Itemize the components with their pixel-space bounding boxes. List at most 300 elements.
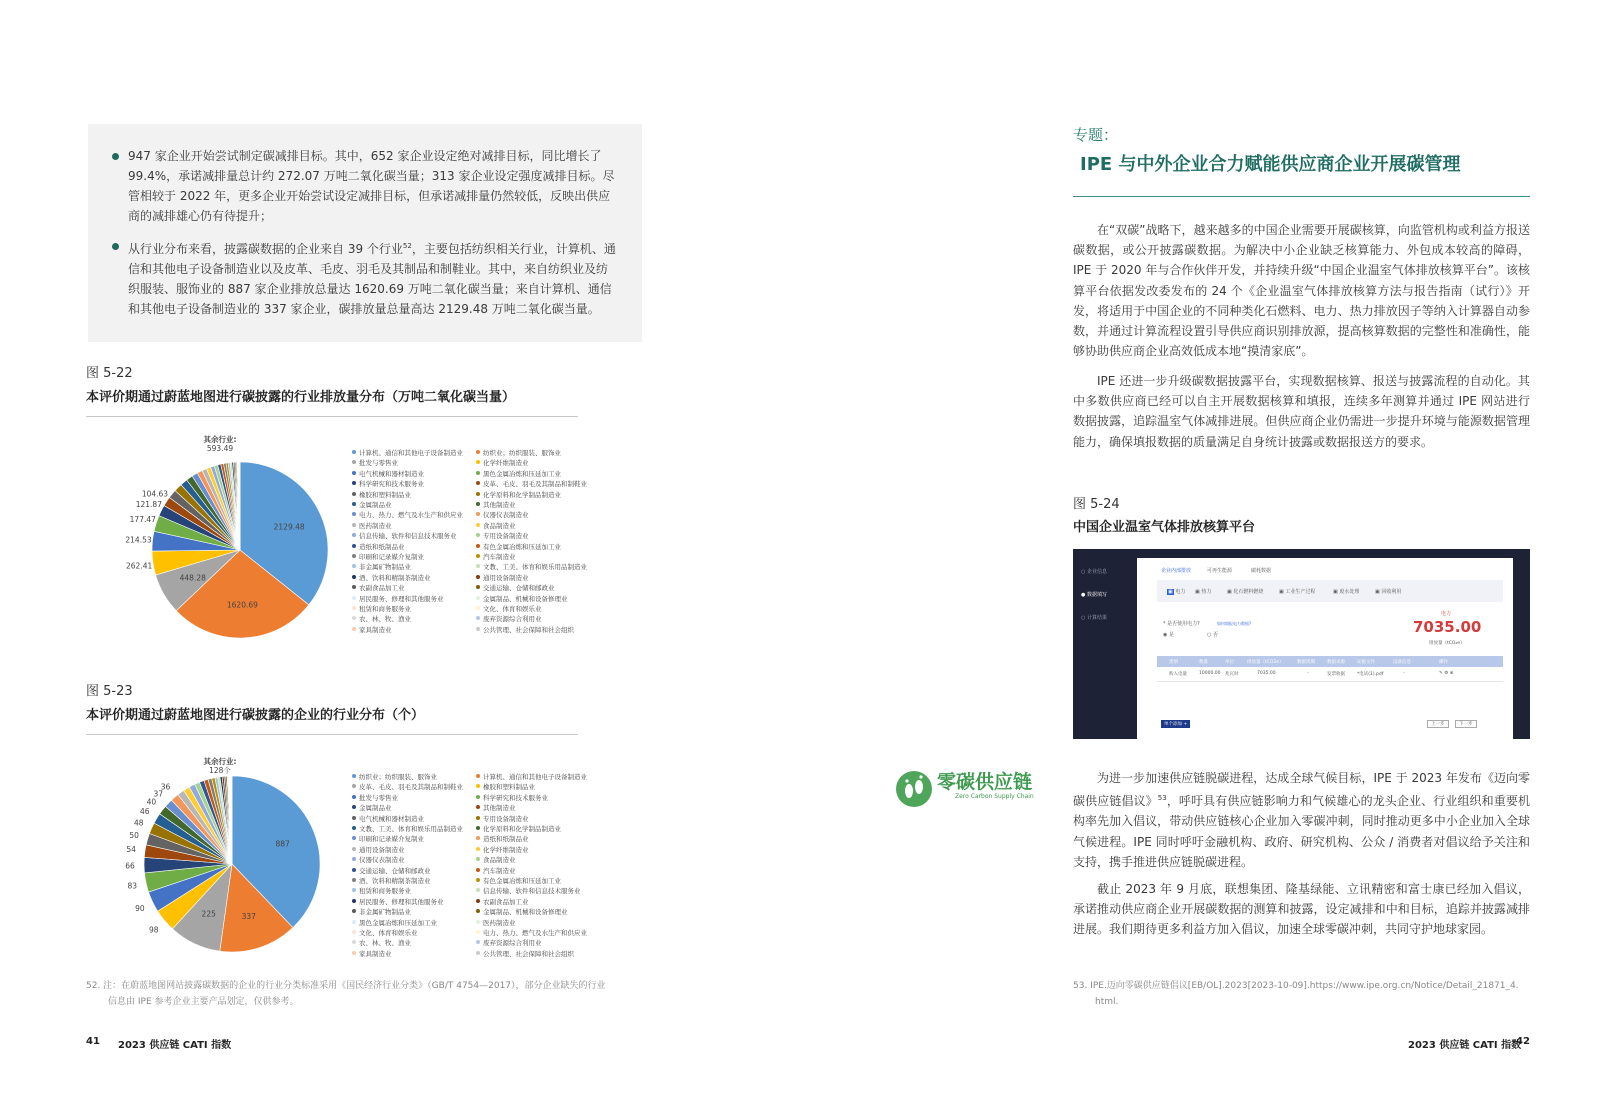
pie-others-value: 593.49 — [206, 444, 234, 453]
pie-data-label: 36 — [160, 782, 171, 792]
result-card — [1399, 606, 1499, 652]
legend-entry — [352, 897, 444, 907]
legend-entry — [476, 594, 568, 604]
tab[interactable]: 可再生能源 — [1207, 568, 1233, 574]
figure-title: 本评价期通过蔚蓝地图进行碳披露的企业的行业分布（个） — [86, 708, 425, 723]
legend-label: 金属制品、机械和设备修理业 — [483, 908, 568, 917]
legend-entry — [352, 834, 424, 844]
paragraph: 截止 2023 年 9 月底，联想集团、隆基绿能、立讯精密和富士康已经加入倡议，承诺推动供应商企业开展碳数据的测算和披露，设定减排和中和目标，追踪并披露减排进展。我们期待更多利益方加入倡议，加速全球零碳冲刺，共同守护地球家园。 — [1073, 882, 1530, 937]
legend-label: 家具制造业 — [359, 949, 392, 958]
legend-label: 食品制造业 — [483, 856, 516, 865]
legend-entry — [476, 469, 561, 479]
legend-swatch — [476, 481, 480, 485]
legend-label: 酒、饮料和精制茶制造业 — [359, 573, 431, 582]
legend-label: 酒、饮料和精制茶制造业 — [359, 877, 431, 885]
legend-entry — [352, 625, 392, 635]
legend-swatch — [352, 471, 356, 475]
bullet-text: 从行业分布来看，披露碳数据的企业来自 39 个行业 — [128, 242, 403, 256]
legend-swatch — [352, 888, 356, 892]
legend-swatch — [476, 575, 480, 579]
legend-entry — [476, 824, 561, 834]
legend-entry — [476, 604, 542, 614]
legend-entry — [476, 490, 561, 500]
legend-label: 居民服务、修理和其他服务业 — [359, 594, 444, 603]
legend-swatch — [352, 450, 356, 454]
category-chip[interactable]: ▣ 热力 — [1195, 589, 1212, 595]
legend-swatch — [352, 857, 356, 861]
legend-label: 电气机械和器材制造业 — [359, 814, 424, 823]
legend-label: 家具制造业 — [359, 625, 392, 634]
legend-label: 印刷和记录媒介复制业 — [359, 835, 424, 844]
legend-label: 计算机、通信和其他电子设备制造业 — [483, 773, 587, 781]
page-number: 42 — [1516, 1036, 1530, 1047]
legend-swatch — [352, 878, 356, 882]
legend-swatch — [476, 492, 480, 496]
pie-data-label: 50 — [129, 831, 139, 841]
legend-label: 汽车制造业 — [483, 553, 516, 561]
legend-entry — [476, 866, 516, 876]
legend-swatch — [352, 940, 356, 944]
legend-entry — [352, 604, 411, 614]
footnote-line[interactable]: 53. IPE.迈向零碳供应链倡议[EB/OL].2023[2023-10-09].https://www.ipe.org.cn/Notice/Detail_21871_4. — [1073, 981, 1519, 991]
pie-data-label: 104.63 — [141, 489, 169, 499]
figure-label: 图 5-23 — [86, 684, 133, 699]
legend-label: 金属制品业 — [359, 501, 392, 509]
legend-entry — [352, 855, 405, 865]
legend-entry — [476, 886, 581, 896]
legend-entry — [476, 573, 529, 583]
pie-data-label: 98 — [149, 925, 159, 935]
legend-entry — [476, 531, 529, 541]
legend-label: 其他制造业 — [483, 804, 516, 813]
legend-swatch — [352, 826, 356, 830]
legend-label: 电气机械和器材制造业 — [359, 469, 424, 478]
result-value: 7035.00 — [1413, 618, 1482, 636]
side-item[interactable]: ○ 企业信息 — [1081, 569, 1107, 575]
legend-entry — [352, 562, 411, 572]
logo-subtext: Zero Carbon Supply Chain — [955, 793, 1034, 800]
legend-label: 皮革、毛皮、羽毛及其制品和制鞋业 — [483, 480, 587, 489]
legend-swatch — [476, 460, 480, 464]
paragraph: IPE 还进一步升级碳数据披露平台，实现数据核算、报送与披露流程的自动化。其中多数供应商已经可以自主开展数据核算和填报，连续多年测算并通过 IPE 网站进行数据披露，追踪温室气体减排进展。但供应商企业仍需进一步提升环境与能源数据管理能力，确保填报数据的质量满足自身统计披露或数据报送方的要求。 — [1073, 374, 1530, 449]
legend-label: 医药制造业 — [359, 521, 392, 530]
legend-entry — [352, 594, 444, 604]
pie-data-label: 887 — [275, 839, 290, 849]
legend-label: 公共管理、社会保障和社会组织 — [483, 625, 574, 634]
legend-swatch — [476, 512, 480, 516]
legend-swatch — [352, 533, 356, 537]
legend-swatch — [476, 523, 480, 527]
legend-entry — [352, 521, 392, 531]
running-title: 2023 供应链 CATI 指数 — [118, 1040, 232, 1051]
pie-data-label: 48 — [134, 818, 144, 828]
legend-label: 汽车制造业 — [483, 866, 516, 875]
legend-entry — [352, 824, 463, 834]
legend-entry — [476, 834, 529, 844]
bullet-dot-icon — [112, 153, 119, 160]
legend-label: 化学原料和化学制品制造业 — [483, 490, 561, 499]
legend-label: 有色金属冶炼和压延加工业 — [483, 877, 561, 885]
legend-swatch — [476, 795, 480, 799]
legend-label: 纺织业；纺织服装、服饰业 — [483, 449, 561, 457]
pie-data-label: 37 — [153, 789, 164, 799]
legend-swatch — [476, 878, 480, 882]
legend-swatch — [476, 899, 480, 903]
legend-swatch — [352, 868, 356, 872]
legend-swatch — [476, 616, 480, 620]
legend-entry — [476, 782, 535, 792]
legend-label: 仪器仪表制造业 — [483, 511, 529, 520]
pie-data-label: 214.53 — [125, 535, 152, 545]
paragraph: 为进一步加速供应链脱碳进程，达成全球气候目标，IPE 于 2023 年发布《迈向零碳供应链倡议》$^{53}$，呼吁具有供应链影响力和气候雄心的龙头企业、行业组织和重要机构率先加入倡议，带动供应链核心企业加入零碳冲刺，同时推动更多中小企业加入全球气候进程。IPE 同时呼吁金融机构、政府、研究机构、公众 / 消费者对倡议给予关注和支持，携手推进供应链脱碳进程。 — [1073, 771, 1530, 869]
category-chip[interactable]: ▣ 化石燃料燃烧 — [1227, 589, 1264, 595]
figure-label: 图 5-22 — [86, 366, 133, 381]
legend-swatch — [476, 554, 480, 558]
legend-label: 废弃资源综合利用业 — [483, 939, 542, 948]
legend-label: 批发与零售业 — [359, 459, 398, 468]
legend-entry — [476, 897, 529, 907]
legend-label: 公共管理、社会保障和社会组织 — [483, 949, 574, 958]
legend-swatch — [476, 805, 480, 809]
legend-entry — [476, 448, 561, 458]
divider — [86, 416, 578, 417]
legend-swatch — [352, 492, 356, 496]
legend-label: 医药制造业 — [483, 918, 516, 927]
legend-entry — [352, 531, 457, 541]
legend-label: 电力、热力、燃气及水生产和供应业 — [483, 929, 587, 937]
legend-label: 交通运输、仓储和邮政业 — [359, 866, 431, 875]
legend-entry — [352, 469, 424, 479]
legend-entry — [476, 510, 529, 520]
legend-label: 纺织业；纺织服装、服饰业 — [359, 773, 437, 781]
legend-entry — [352, 500, 392, 510]
legend-swatch — [476, 596, 480, 600]
legend-label: 农、林、牧、渔业 — [359, 939, 411, 948]
footprint-leaf-icon — [895, 769, 933, 809]
result-label: 电力 — [1441, 611, 1452, 617]
legend-label: 化学纤维制造业 — [483, 459, 529, 468]
legend-label: 租赁和商务服务业 — [359, 887, 411, 896]
legend-entry — [352, 918, 437, 928]
figure-label: 图 5-24 — [1073, 497, 1120, 512]
chart-legend — [352, 772, 612, 972]
screenshot-sidebar — [1073, 558, 1135, 739]
category-chip[interactable]: ▣ 电力 — [1168, 589, 1186, 595]
legend-label: 有色金属冶炼和压延加工业 — [483, 542, 561, 551]
legend-entry — [476, 855, 516, 865]
legend-entry — [476, 803, 516, 813]
legend-entry — [352, 793, 398, 803]
legend-label: 化学原料和化学制品制造业 — [483, 825, 561, 833]
legend-swatch — [352, 920, 356, 924]
legend-entry — [476, 614, 542, 624]
legend-label: 造纸和纸制品业 — [483, 835, 529, 844]
legend-label: 食品制造业 — [483, 521, 516, 530]
category-chip[interactable]: ▣ 废水处理 — [1333, 589, 1360, 595]
pie-data-label: 448.28 — [179, 573, 206, 583]
pie-data-label: 177.47 — [129, 515, 156, 525]
legend-swatch — [476, 909, 480, 913]
pie-chart-emissions — [120, 430, 350, 650]
radio-no[interactable]: ○ 否 — [1207, 632, 1218, 638]
pie-data-label: 262.41 — [126, 561, 153, 571]
pie-data-label: 121.87 — [135, 500, 162, 510]
legend-entry — [476, 928, 587, 938]
legend-swatch — [476, 826, 480, 830]
legend-swatch — [476, 868, 480, 872]
legend-label: 文化、体育和娱乐业 — [359, 929, 418, 937]
legend-swatch — [352, 847, 356, 851]
legend-label: 废弃资源综合利用业 — [483, 615, 542, 624]
radio-yes[interactable]: ◉ 是 — [1163, 632, 1174, 638]
question-label: * 是否使用电力? — [1163, 621, 1200, 627]
legend-label: 橡胶和塑料制品业 — [359, 490, 411, 499]
legend-entry — [352, 866, 431, 876]
legend-label: 金属制品业 — [359, 804, 392, 813]
legend-swatch — [476, 816, 480, 820]
legend-swatch — [352, 805, 356, 809]
legend-label: 仪器仪表制造业 — [359, 856, 405, 865]
legend-label: 农副食品加工业 — [483, 897, 529, 906]
legend-swatch — [476, 606, 480, 610]
footnote-ref[interactable]: 53 — [1157, 794, 1167, 803]
legend-label: 计算机、通信和其他电子设备制造业 — [359, 449, 463, 457]
add-button[interactable]: 单个添加 + — [1161, 720, 1190, 728]
legend-entry — [352, 479, 424, 489]
legend-entry — [352, 552, 424, 562]
legend-swatch — [476, 774, 480, 778]
bullet-item — [112, 146, 616, 226]
legend-label: 专用设备制造业 — [483, 814, 529, 823]
pie-data-label: 225 — [201, 909, 216, 919]
legend-swatch — [352, 899, 356, 903]
footnote-line: 52. 注：在蔚蓝地图网站披露碳数据的企业的行业分类标准采用《国民经济行业分类》（GB/T 4754—2017），部分企业缺失的行业 — [86, 981, 606, 991]
legend-swatch — [352, 481, 356, 485]
legend-swatch — [476, 951, 480, 955]
category-chip[interactable]: ▣ 回收利用 — [1375, 589, 1402, 595]
legend-label: 皮革、毛皮、羽毛及其制品和制鞋业 — [359, 783, 463, 792]
legend-swatch — [352, 784, 356, 788]
summary-callout — [88, 124, 642, 342]
table-row: 购入电量 10000.00 兆瓦时 7035.00 - 发票收据 *电试(1).pdf - ✎ ⚙ ⊗ — [1157, 667, 1503, 682]
legend-entry — [476, 458, 529, 468]
legend-label: 黑色金属冶炼和压延加工业 — [359, 918, 437, 927]
legend-entry — [352, 490, 411, 500]
pie-chart-companies — [120, 752, 350, 962]
legend-swatch — [476, 836, 480, 840]
pie-data-label: 90 — [135, 903, 145, 913]
legend-label: 橡胶和塑料制品业 — [483, 783, 535, 792]
legend-label: 非金属矿物制品业 — [359, 563, 411, 572]
legend-swatch — [352, 575, 356, 579]
legend-entry — [476, 907, 568, 917]
legend-entry — [476, 918, 516, 928]
legend-entry — [476, 876, 561, 886]
pie-data-label: 46 — [139, 807, 150, 817]
legend-label: 信息传输、软件和信息技术服务业 — [359, 532, 457, 541]
legend-entry — [476, 562, 587, 572]
legend-swatch — [476, 930, 480, 934]
legend-swatch — [352, 502, 356, 506]
legend-swatch — [476, 627, 480, 631]
legend-swatch — [352, 596, 356, 600]
pie-data-label: 66 — [125, 861, 135, 871]
pie-data-label: 83 — [127, 881, 138, 891]
running-title: 2023 供应链 CATI 指数 — [1408, 1040, 1522, 1051]
legend-entry — [352, 458, 398, 468]
footnote-line: html. — [1095, 997, 1119, 1007]
tab-active[interactable]: 企业内部排放 — [1161, 568, 1192, 574]
legend-entry — [352, 938, 411, 948]
legend-entry — [352, 772, 437, 782]
pie-data-label: 2129.48 — [273, 522, 305, 532]
pie-others-value: 128个 — [209, 766, 231, 775]
legend-swatch — [476, 471, 480, 475]
legend-label: 造纸和纸制品业 — [359, 542, 405, 551]
zero-carbon-logo — [895, 765, 1045, 813]
topic-title: IPE 与中外企业合力赋能供应商企业开展碳管理 — [1080, 154, 1461, 175]
legend-entry — [352, 886, 411, 896]
next-button[interactable]: 下一步 — [1455, 720, 1477, 728]
legend-entry — [476, 583, 555, 593]
legend-entry — [352, 876, 431, 886]
legend-label: 信息传输、软件和信息技术服务业 — [483, 887, 581, 896]
legend-label: 其他制造业 — [483, 501, 516, 509]
pie-data-label: 54 — [126, 845, 136, 855]
help-link[interactable]: 如何填报电力数据? — [1217, 621, 1252, 626]
legend-entry — [352, 814, 424, 824]
footnote-ref[interactable]: 52 — [402, 242, 412, 250]
legend-swatch — [352, 951, 356, 955]
legend-swatch — [476, 450, 480, 454]
legend-entry — [352, 845, 405, 855]
legend-label: 批发与零售业 — [359, 793, 398, 802]
tab[interactable]: 碳耗数据 — [1251, 568, 1272, 574]
legend-entry — [476, 542, 561, 552]
legend-entry — [352, 928, 418, 938]
legend-entry — [476, 938, 542, 948]
legend-swatch — [352, 627, 356, 631]
legend-swatch — [476, 857, 480, 861]
divider — [1073, 196, 1530, 197]
platform-screenshot — [1073, 549, 1530, 739]
legend-entry — [352, 583, 405, 593]
legend-entry — [476, 814, 529, 824]
legend-swatch — [476, 585, 480, 589]
legend-entry — [352, 510, 463, 520]
topic-kicker: 专题： — [1073, 126, 1119, 144]
legend-entry — [352, 803, 392, 813]
legend-label: 文教、工美、体育和娱乐用品制造业 — [483, 563, 587, 572]
legend-swatch — [352, 909, 356, 913]
legend-label: 交通运输、仓储和邮政业 — [483, 584, 555, 593]
legend-swatch — [352, 795, 356, 799]
category-bar — [1157, 580, 1503, 602]
bullet-item — [112, 236, 616, 319]
legend-label: 居民服务、修理和其他服务业 — [359, 897, 444, 906]
screenshot-main — [1137, 558, 1513, 739]
figure-title: 本评价期通过蔚蓝地图进行碳披露的行业排放量分布（万吨二氧化碳当量） — [86, 390, 516, 405]
legend-entry — [476, 500, 516, 510]
pie-data-label: 337 — [241, 911, 256, 921]
legend-swatch — [476, 544, 480, 548]
legend-swatch — [476, 888, 480, 892]
legend-entry — [352, 573, 431, 583]
legend-swatch — [352, 616, 356, 620]
pie-data-label: 40 — [146, 797, 157, 807]
legend-swatch — [352, 836, 356, 840]
legend-label: 化学纤维制造业 — [483, 845, 529, 854]
legend-label: 科学研究和技术服务业 — [483, 793, 548, 802]
logo-text: 零碳供应链 — [937, 771, 1033, 793]
legend-swatch — [352, 585, 356, 589]
legend-label: 黑色金属冶炼和压延加工业 — [483, 469, 561, 478]
legend-entry — [476, 949, 574, 959]
bullet-text: ，主要包括纺织相关行业，计算机、通信和其他电子设备制造业以及皮革、毛皮、羽毛及其制品和制鞋业。其中，来自纺织业及纺织服装、服饰业的 887 家企业排放总量达 1620.69 万吨二氧化碳当量；来自计算机、通信和其他电子设备制造业的 337 家企业，碳排放量总量高达 2129.48 万吨二氧化碳当量。 — [128, 242, 616, 316]
legend-entry — [476, 479, 587, 489]
legend-entry — [476, 772, 587, 782]
figure-title: 中国企业温室气体排放核算平台 — [1073, 520, 1256, 535]
prev-button[interactable]: 上一步 — [1427, 720, 1449, 728]
legend-swatch — [476, 940, 480, 944]
legend-entry — [352, 907, 411, 917]
pie-others-label: 其余行业: — [203, 435, 237, 444]
legend-label: 农、林、牧、渔业 — [359, 615, 411, 624]
legend-label: 非金属矿物制品业 — [359, 908, 411, 917]
legend-entry — [352, 949, 392, 959]
footnote — [86, 978, 646, 1010]
result-unit: 排放量（tCO₂e） — [1429, 641, 1465, 646]
pie-others-label: 其余行业: — [203, 757, 237, 766]
legend-label: 电力、热力、燃气及水生产和供应业 — [359, 511, 463, 520]
legend-swatch — [352, 816, 356, 820]
legend-swatch — [352, 774, 356, 778]
legend-label: 通用设备制造业 — [359, 845, 405, 854]
footnote — [1073, 978, 1530, 1010]
legend-entry — [352, 542, 405, 552]
legend-swatch — [476, 847, 480, 851]
bullet-dot-icon — [112, 243, 119, 250]
legend-entry — [352, 448, 463, 458]
legend-swatch — [352, 460, 356, 464]
legend-entry — [352, 614, 411, 624]
legend-swatch — [476, 502, 480, 506]
legend-label: 租赁和商务服务业 — [359, 605, 411, 613]
legend-swatch — [476, 784, 480, 788]
page-number: 41 — [86, 1036, 100, 1047]
legend-swatch — [352, 544, 356, 548]
side-item[interactable]: ○ 计算结果 — [1081, 615, 1107, 621]
legend-label: 农副食品加工业 — [359, 584, 405, 593]
category-chip[interactable]: ▣ 工业生产过程 — [1279, 589, 1316, 595]
legend-entry — [476, 845, 529, 855]
side-item-active[interactable]: ● 数据填写 — [1081, 592, 1107, 598]
legend-swatch — [476, 920, 480, 924]
legend-swatch — [476, 533, 480, 537]
divider — [86, 734, 578, 735]
legend-label: 金属制品、机械和设备修理业 — [483, 594, 568, 603]
legend-swatch — [352, 930, 356, 934]
bullet-text: 947 家企业开始尝试制定碳减排目标。其中，652 家企业设定绝对减排目标，同比增长了 99.4%，承诺减排量总计约 272.07 万吨二氧化碳当量；313 家企业设定强度减排目标。尽管相较于 2022 年，更多企业开始尝试设定减排目标，但承诺减排量仍然较低，反映出供应商的减排雄心仍有待提升； — [128, 149, 615, 223]
legend-label: 印刷和记录媒介复制业 — [359, 553, 424, 561]
legend-entry — [476, 625, 574, 635]
footnote-line: 信息由 IPE 参考企业主要产品划定，仅供参考。 — [108, 997, 299, 1007]
legend-swatch — [352, 606, 356, 610]
table-header: 类别 数量 单位 排放量（tCO2e） 数据周期 数据来源 证据文件 设备信息 操作 — [1157, 656, 1503, 667]
legend-entry — [352, 782, 463, 792]
chart-legend — [352, 448, 612, 648]
legend-swatch — [352, 564, 356, 568]
